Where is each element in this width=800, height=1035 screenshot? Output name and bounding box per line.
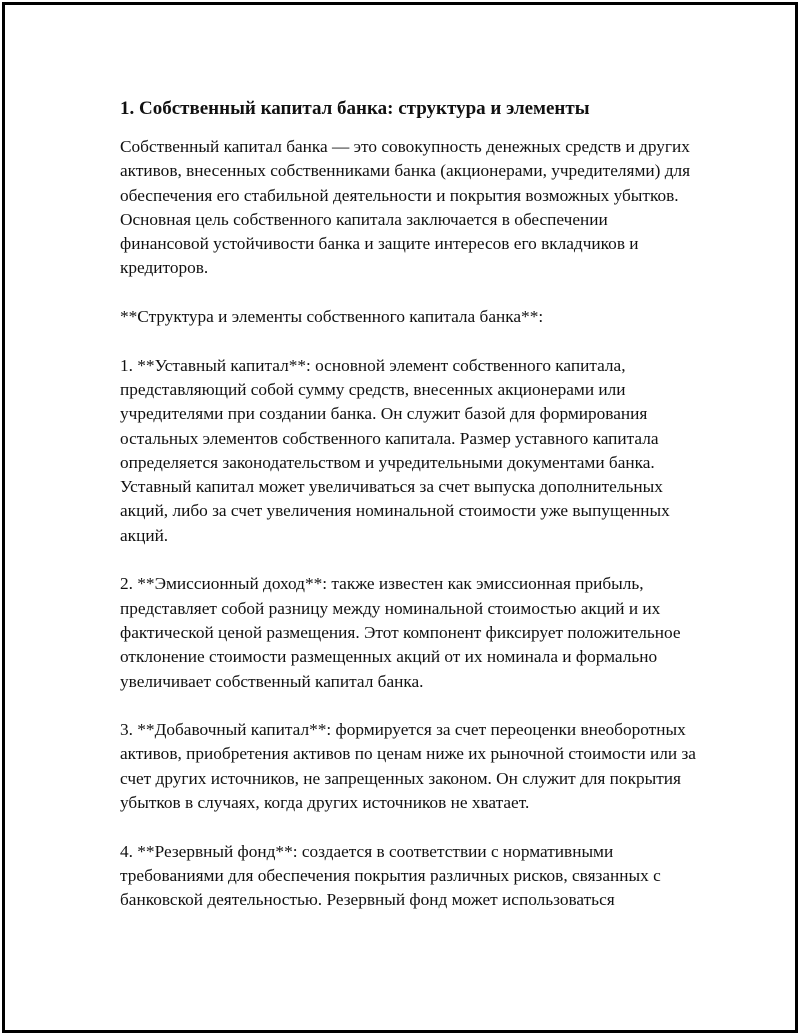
item-reserve-fund: 4. **Резервный фонд**: создается в соответствии с нормативными требованиями для обеспечения покрытия различных рисков, связанных с банковской деятельностью. Резервный фонд может использоваться (120, 841, 661, 910)
item-additional-capital: 3. **Добавочный капитал**: формируется за счет переоценки внеоборотных активов, приобретения активов по ценам ниже их рыночной стоимости или за счет других источников, не запрещенных законом. Он служит для покрытия убытков в случаях, когда других источников не хватает. (120, 720, 696, 813)
item-share-premium: 2. **Эмиссионный доход**: также известен как эмиссионная прибыль, представляет собой разницу между номинальной стоимостью акций и их фактической ценой размещения. Этот компонент фиксирует положительное отклонение стоимости размещенных акций от их номинала и формально увеличивает собственный капитал банка. (120, 574, 681, 691)
document-body (120, 85, 700, 937)
section-heading: **Структура и элементы собственного капитала банка**: (120, 307, 544, 327)
intro-paragraph: Собственный капитал банка — это совокупность денежных средств и других активов, внесенных собственниками банка (акционерами, учредителями) для обеспечения его стабильной деятельности и покрытия возможных убытков. Основная цель собственного капитала заключается в обеспечении финансовой устойчивости банка и защите интересов его вкладчиков и кредиторов. (120, 137, 691, 278)
page-title: 1. Собственный капитал банка: структура и элементы (120, 98, 590, 119)
item-authorized-capital: 1. **Уставный капитал**: основной элемент собственного капитала, представляющий собой сумму средств, внесенных акционерами или учредителями при создании банка. Он служит базой для формирования остальных элементов собственного капитала. Размер уставного капитала определяется законодательством и учредительными документами банка. Уставный капитал может увеличиваться за счет выпуска дополнительных акций, либо за счет увеличения номинальной стоимости уже выпущенных акций. (120, 355, 670, 545)
page-frame (2, 2, 798, 1033)
